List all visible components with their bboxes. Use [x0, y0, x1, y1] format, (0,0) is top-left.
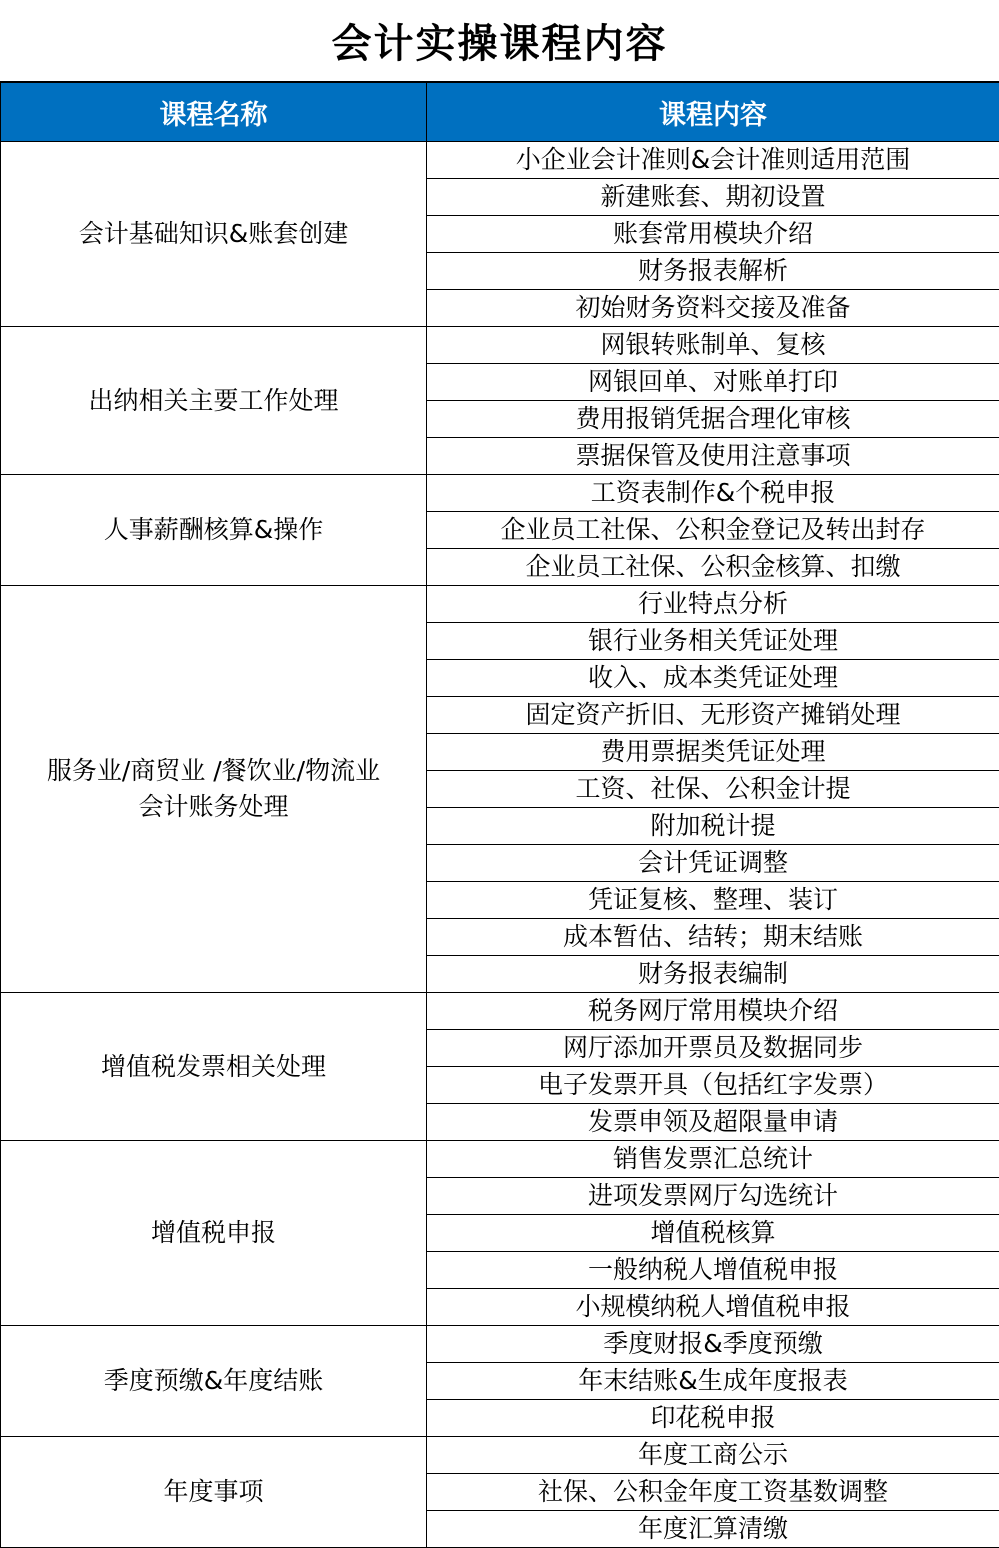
table-body [1, 142, 999, 1548]
course-content-cell: 费用票据类凭证处理 [427, 734, 999, 771]
course-content-cell: 年度汇算清缴 [427, 1511, 999, 1548]
table-row [1, 1437, 999, 1474]
course-name-cell [1, 993, 427, 1141]
course-content-cell: 银行业务相关凭证处理 [427, 623, 999, 660]
course-content-cell: 企业员工社保、公积金核算、扣缴 [427, 549, 999, 586]
course-content-cell: 社保、公积金年度工资基数调整 [427, 1474, 999, 1511]
course-content-cell: 账套常用模块介绍 [427, 216, 999, 253]
course-content-cell: 小企业会计准则&会计准则适用范围 [427, 142, 999, 179]
table-row [1, 475, 999, 512]
course-content-cell: 工资、社保、公积金计提 [427, 771, 999, 808]
course-content-cell: 季度财报&季度预缴 [427, 1326, 999, 1363]
course-content-cell: 网厅添加开票员及数据同步 [427, 1030, 999, 1067]
course-name-cell [1, 1437, 427, 1548]
course-content-cell: 固定资产折旧、无形资产摊销处理 [427, 697, 999, 734]
course-content-cell: 电子发票开具（包括红字发票） [427, 1067, 999, 1104]
course-content-cell: 一般纳税人增值税申报 [427, 1252, 999, 1289]
course-name-line: 会计账务处理 [1, 789, 426, 825]
course-content-cell: 成本暂估、结转；期末结账 [427, 919, 999, 956]
course-name-line: 服务业/商贸业 /餐饮业/物流业 [1, 753, 426, 789]
course-name-cell [1, 586, 427, 993]
course-content-cell: 凭证复核、整理、装订 [427, 882, 999, 919]
course-name-line: 会计基础知识&账套创建 [1, 216, 426, 252]
course-content-cell: 发票申领及超限量申请 [427, 1104, 999, 1141]
table-row [1, 993, 999, 1030]
course-table [0, 82, 999, 1548]
course-content-cell: 附加税计提 [427, 808, 999, 845]
course-content-cell: 小规模纳税人增值税申报 [427, 1289, 999, 1326]
course-content-cell: 网银转账制单、复核 [427, 327, 999, 364]
course-name-cell [1, 142, 427, 327]
course-content-cell: 票据保管及使用注意事项 [427, 438, 999, 475]
header-course-name: 课程名称 [1, 83, 427, 142]
course-content-cell: 年度工商公示 [427, 1437, 999, 1474]
table-row [1, 142, 999, 179]
course-content-cell: 初始财务资料交接及准备 [427, 290, 999, 327]
course-name-cell [1, 1141, 427, 1326]
table-row [1, 1326, 999, 1363]
course-name-line: 增值税发票相关处理 [1, 1049, 426, 1085]
course-content-cell: 增值税核算 [427, 1215, 999, 1252]
course-name-line: 出纳相关主要工作处理 [1, 383, 426, 419]
course-content-cell: 进项发票网厅勾选统计 [427, 1178, 999, 1215]
table-row [1, 586, 999, 623]
course-content-cell: 会计凭证调整 [427, 845, 999, 882]
course-name-line: 季度预缴&年度结账 [1, 1363, 426, 1399]
course-name-line: 人事薪酬核算&操作 [1, 512, 426, 548]
course-content-cell: 费用报销凭据合理化审核 [427, 401, 999, 438]
course-content-cell: 财务报表解析 [427, 253, 999, 290]
course-content-cell: 新建账套、期初设置 [427, 179, 999, 216]
course-name-cell [1, 475, 427, 586]
header-course-content: 课程内容 [427, 83, 999, 142]
course-name-cell [1, 1326, 427, 1437]
table-header-row [1, 83, 999, 142]
table-row [1, 327, 999, 364]
course-content-cell: 工资表制作&个税申报 [427, 475, 999, 512]
course-name-line: 年度事项 [1, 1474, 426, 1510]
course-name-line: 增值税申报 [1, 1215, 426, 1251]
course-content-cell: 收入、成本类凭证处理 [427, 660, 999, 697]
course-content-cell: 税务网厅常用模块介绍 [427, 993, 999, 1030]
course-content-cell: 印花税申报 [427, 1400, 999, 1437]
page-title: 会计实操课程内容 [0, 0, 999, 82]
course-content-cell: 网银回单、对账单打印 [427, 364, 999, 401]
course-name-cell [1, 327, 427, 475]
course-content-cell: 年末结账&生成年度报表 [427, 1363, 999, 1400]
course-content-cell: 财务报表编制 [427, 956, 999, 993]
course-content-cell: 行业特点分析 [427, 586, 999, 623]
table-row [1, 1141, 999, 1178]
course-content-cell: 销售发票汇总统计 [427, 1141, 999, 1178]
course-content-cell: 企业员工社保、公积金登记及转出封存 [427, 512, 999, 549]
